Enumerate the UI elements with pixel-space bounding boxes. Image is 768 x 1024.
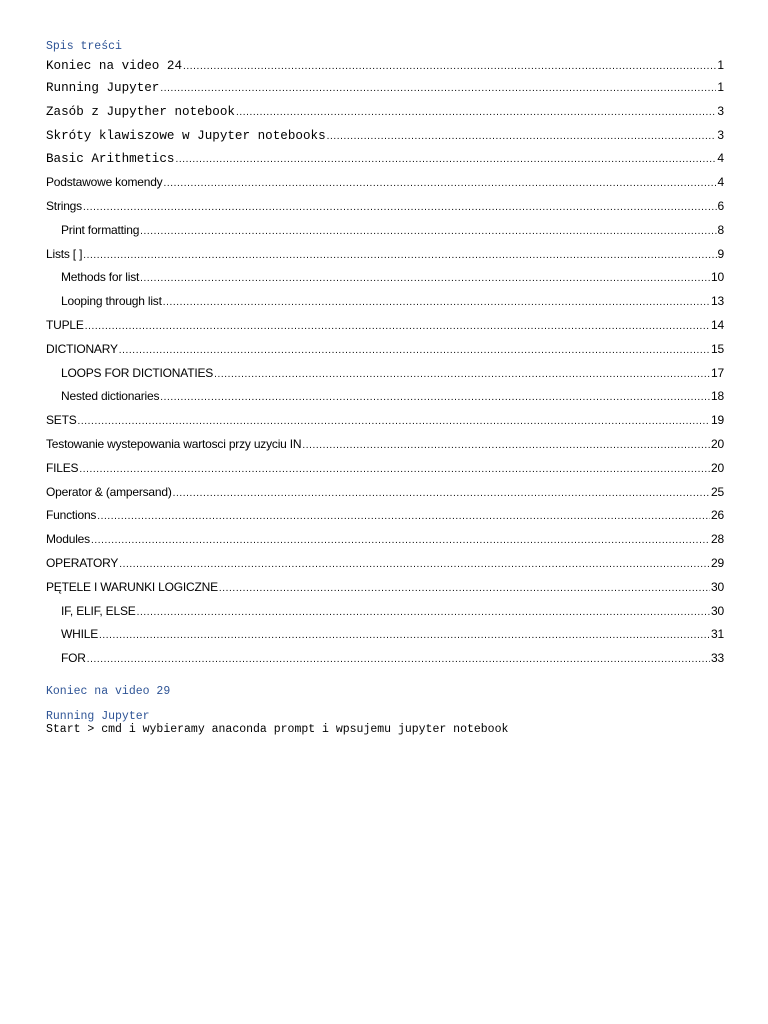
toc-entry[interactable] (46, 623, 724, 647)
toc-dot-leader (119, 339, 710, 363)
toc-entry[interactable] (46, 647, 724, 671)
toc-dot-leader (83, 244, 716, 268)
toc-entry-page-number: 9 (717, 246, 724, 261)
toc-entry-label: FILES (46, 460, 79, 475)
toc-entry-page-number: 19 (711, 413, 724, 428)
toc-dot-leader (163, 291, 710, 315)
toc-entry-label: Zasób z Jupyther notebook (46, 104, 235, 119)
toc-entry-label: Koniec na video 24 (46, 59, 183, 73)
toc-dot-leader (137, 601, 710, 625)
toc-entry[interactable] (46, 576, 724, 600)
toc-dot-leader (78, 410, 711, 434)
toc-heading: Spis treści (46, 40, 122, 53)
toc-entry[interactable] (46, 243, 724, 267)
toc-dot-leader (160, 386, 710, 410)
toc-entry[interactable] (46, 290, 724, 314)
toc-entry[interactable] (46, 219, 724, 243)
toc-entry-page-number: 6 (717, 198, 724, 213)
toc-entry[interactable] (46, 385, 724, 409)
toc-entry-label: Strings (46, 198, 82, 213)
toc-entry-label: DICTIONARY (46, 341, 118, 356)
toc-entry-page-number: 31 (711, 627, 724, 642)
toc-entry[interactable] (46, 338, 724, 362)
toc-dot-leader (140, 267, 710, 291)
toc-entry-label: Testowanie wystepowania wartosci przy uzyciu IN (46, 436, 302, 451)
toc-entry-label: Nested dictionaries (61, 389, 160, 404)
toc-entry-page-number: 18 (711, 389, 724, 404)
toc-entry-label: LOOPS FOR DICTIONATIES (61, 365, 214, 380)
toc-entry-label: Print formatting (61, 222, 140, 237)
toc-entry-label: Skróty klawiszowe w Jupyter notebooks (46, 128, 326, 143)
toc-entry-page-number: 33 (711, 651, 724, 666)
section-heading-koniec: Koniec na video 29 (46, 685, 171, 698)
toc-dot-leader (85, 315, 710, 339)
toc-entry-label: OPERATORY (46, 555, 119, 570)
toc-entry[interactable] (46, 457, 724, 481)
toc-entry-label: Running Jupyter (46, 81, 160, 95)
toc-entry-page-number: 25 (711, 484, 724, 499)
toc-dot-leader (175, 148, 716, 172)
toc-dot-leader (302, 434, 710, 458)
toc-dot-leader (140, 220, 716, 244)
toc-entry-label: PĘTELE I WARUNKI LOGICZNE (46, 579, 218, 594)
toc-dot-leader (79, 458, 710, 482)
toc-entry-page-number: 26 (711, 508, 724, 523)
toc-dot-leader (236, 101, 716, 125)
toc-entry-page-number: 20 (711, 460, 724, 475)
toc-entry[interactable] (46, 147, 724, 171)
toc-entry[interactable] (46, 124, 724, 148)
toc-dot-leader (327, 125, 717, 149)
toc-entry[interactable] (46, 362, 724, 386)
toc-dot-leader (97, 505, 710, 529)
toc-dot-leader (87, 648, 710, 672)
toc-entry[interactable] (46, 171, 724, 195)
toc-entry-label: FOR (61, 651, 86, 666)
toc-entry[interactable] (46, 552, 724, 576)
toc-entry-label: Lists [ ] (46, 246, 83, 261)
toc-entry-page-number: 30 (711, 603, 724, 618)
toc-entry-label: Modules (46, 532, 90, 547)
toc-entry[interactable] (46, 481, 724, 505)
toc-entry[interactable] (46, 54, 724, 76)
toc-entry[interactable] (46, 409, 724, 433)
toc-list (46, 54, 724, 671)
toc-entry-page-number: 4 (717, 151, 724, 166)
toc-entry-page-number: 3 (717, 103, 724, 118)
toc-dot-leader (119, 553, 710, 577)
toc-entry[interactable] (46, 504, 724, 528)
toc-entry[interactable] (46, 600, 724, 624)
toc-entry-label: TUPLE (46, 317, 84, 332)
toc-entry[interactable] (46, 76, 724, 100)
toc-dot-leader (173, 482, 710, 506)
toc-entry-page-number: 15 (711, 341, 724, 356)
toc-entry-page-number: 20 (711, 436, 724, 451)
toc-dot-leader (219, 577, 710, 601)
toc-entry-label: Methods for list (61, 270, 140, 285)
toc-entry-page-number: 29 (711, 555, 724, 570)
toc-entry-label: Looping through list (61, 294, 162, 309)
toc-entry-page-number: 3 (717, 127, 724, 142)
toc-entry-label: Podstawowe komendy (46, 175, 163, 190)
toc-dot-leader (163, 172, 716, 196)
toc-entry-label: WHILE (61, 627, 99, 642)
toc-entry-label: SETS (46, 413, 77, 428)
toc-entry-label: Operator & (ampersand) (46, 484, 172, 499)
toc-entry-page-number: 1 (717, 58, 724, 72)
toc-entry-page-number: 17 (711, 365, 724, 380)
toc-entry[interactable] (46, 195, 724, 219)
toc-entry-page-number: 30 (711, 579, 724, 594)
toc-entry-page-number: 14 (711, 317, 724, 332)
toc-dot-leader (183, 56, 716, 78)
table-of-contents (46, 40, 724, 671)
toc-entry-label: Basic Arithmetics (46, 152, 175, 167)
toc-entry-page-number: 4 (717, 175, 724, 190)
toc-entry[interactable] (46, 314, 724, 338)
toc-entry-page-number: 28 (711, 532, 724, 547)
toc-dot-leader (91, 529, 710, 553)
toc-entry-page-number: 10 (711, 270, 724, 285)
toc-entry-page-number: 13 (711, 294, 724, 309)
toc-dot-leader (160, 77, 716, 101)
toc-dot-leader (83, 196, 717, 220)
toc-entry[interactable] (46, 266, 724, 290)
toc-entry[interactable] (46, 100, 724, 124)
toc-entry-label: IF, ELIF, ELSE (61, 603, 136, 618)
toc-entry-label: Functions (46, 508, 97, 523)
toc-dot-leader (214, 363, 710, 387)
toc-dot-leader (99, 624, 710, 648)
toc-entry-page-number: 1 (717, 80, 724, 94)
toc-entry[interactable] (46, 528, 724, 552)
running-jupyter-text: Start > cmd i wybieramy anaconda prompt i wpsujemu jupyter notebook (46, 723, 509, 736)
toc-entry-page-number: 8 (717, 222, 724, 237)
section-heading-running-jupyter: Running Jupyter (46, 710, 150, 723)
toc-entry[interactable] (46, 433, 724, 457)
